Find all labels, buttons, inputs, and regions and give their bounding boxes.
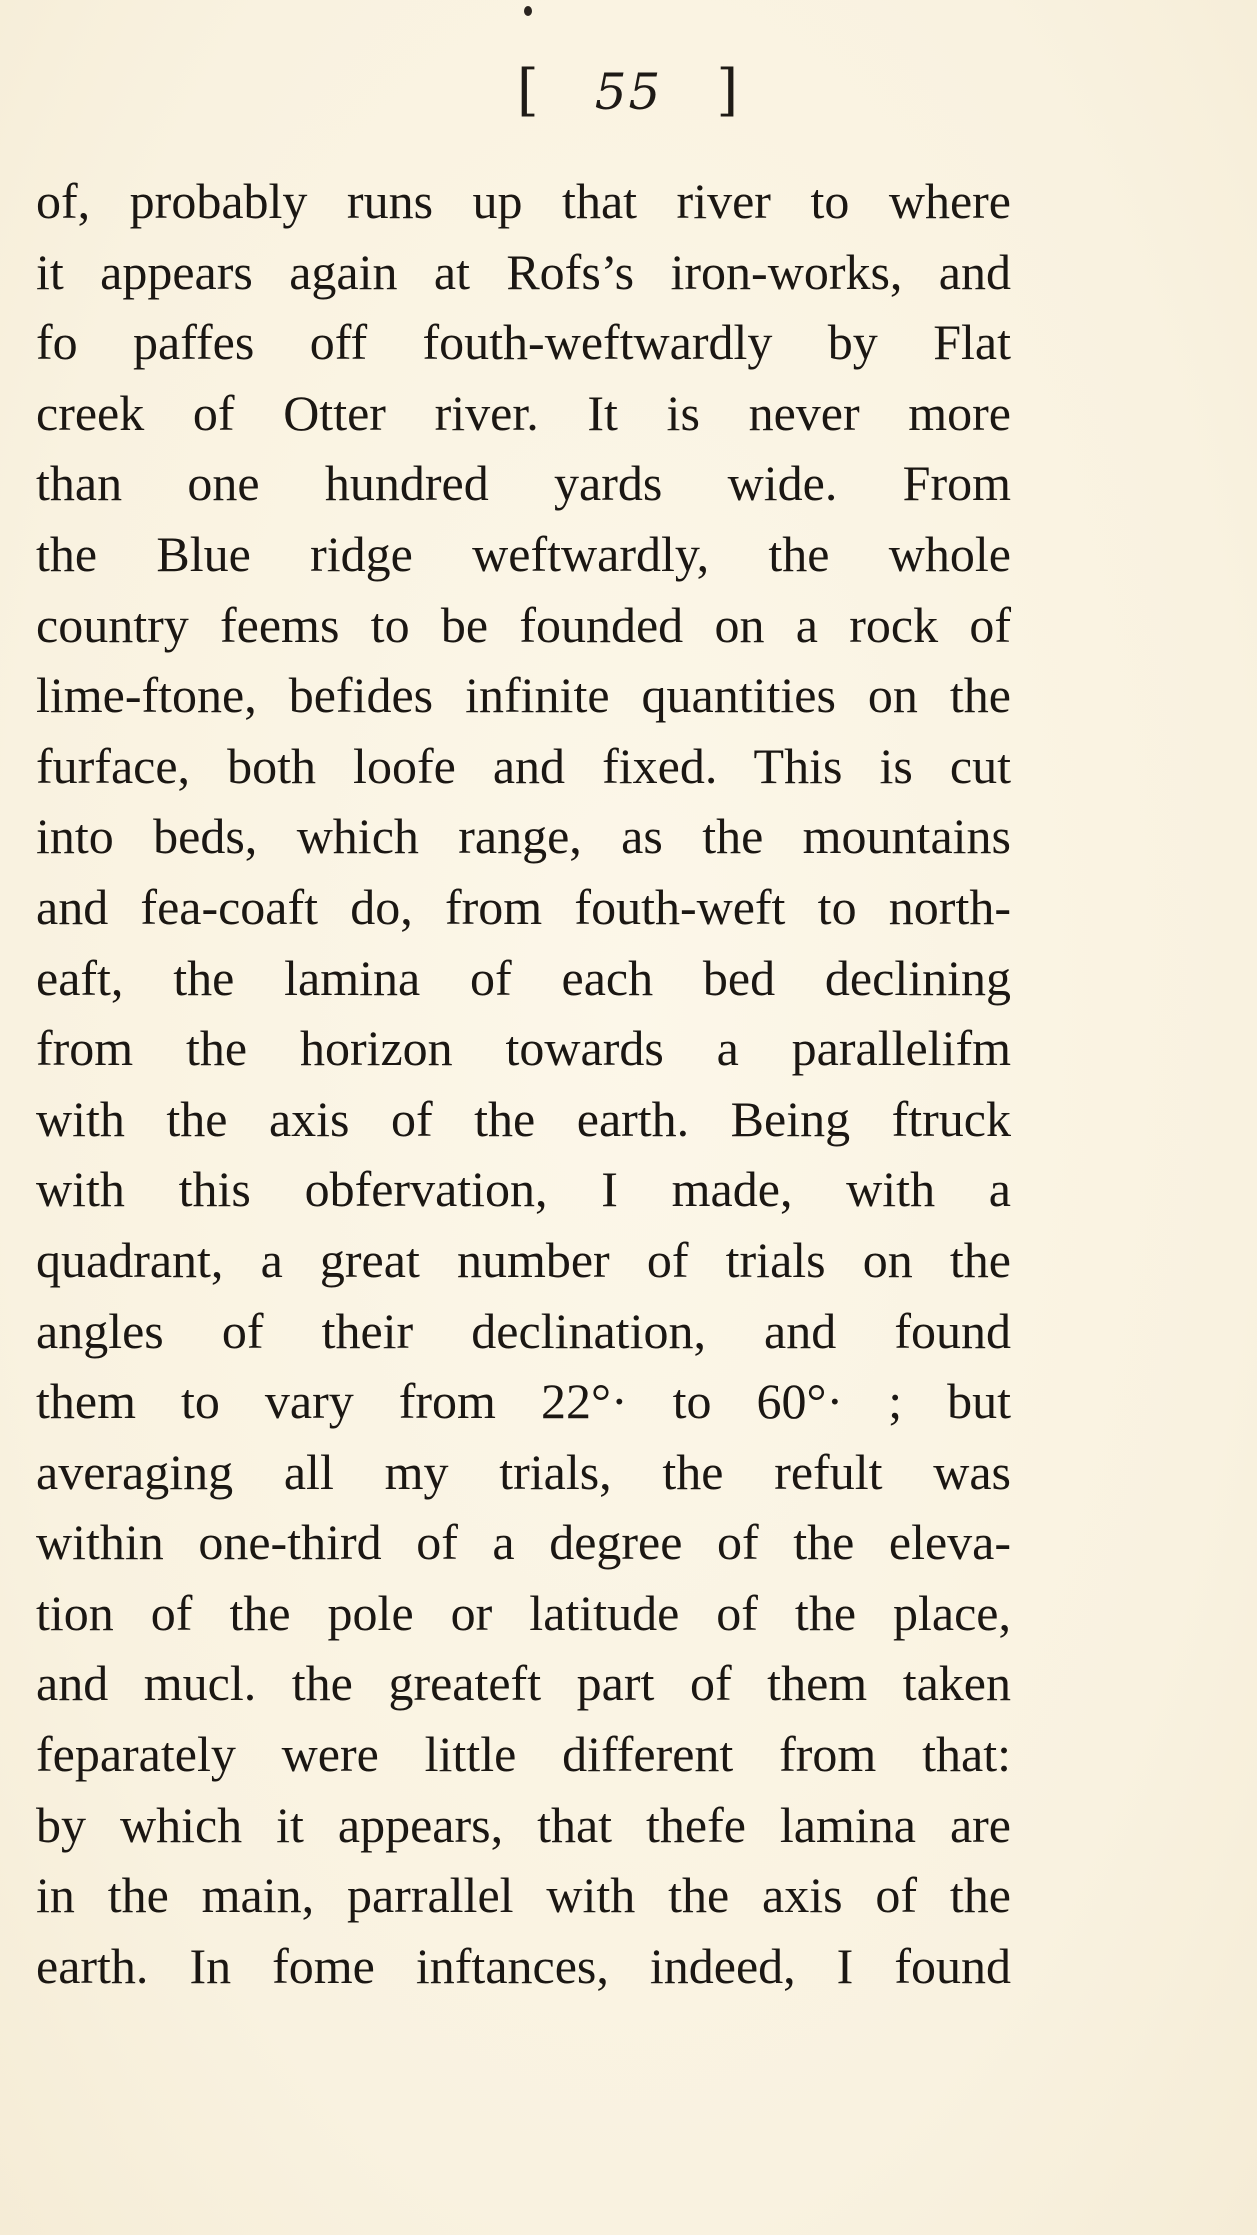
- text-line: lime-ftone, befides infinite quantities on the: [36, 667, 1011, 724]
- page-number: 55: [594, 63, 663, 121]
- text-line: furface, both loofe and fixed. This is cut: [36, 737, 1011, 794]
- text-line: within one-third of a degree of the eleva-: [36, 1514, 1011, 1571]
- text-line: eaft, the lamina of each bed declining: [36, 949, 1011, 1006]
- text-line: feparately were little different from that:: [36, 1726, 1011, 1783]
- text-line: with the axis of the earth. Being ftruck: [36, 1090, 1011, 1147]
- text-line: than one hundred yards wide. From: [36, 455, 1011, 512]
- text-line: angles of their declination, and found: [36, 1302, 1011, 1359]
- text-line: with this obfervation, I made, with a: [36, 1161, 1011, 1218]
- ink-speck: [524, 6, 532, 16]
- page-number-header: [0, 58, 1257, 123]
- header-bracket-close: ]: [716, 58, 741, 123]
- text-line: and mucl. the greateft part of them taken: [36, 1655, 1011, 1712]
- text-line: quadrant, a great number of trials on the: [36, 1231, 1011, 1288]
- text-line: them to vary from 22°· to 60°· ; but: [36, 1373, 1011, 1430]
- body-text: [36, 166, 1011, 2001]
- text-line: and fea-coaft do, from fouth-weft to north-: [36, 878, 1011, 935]
- text-line: earth. In fome inftances, indeed, I found: [36, 1937, 1011, 1994]
- text-line: from the horizon towards a parallelifm: [36, 1020, 1011, 1077]
- text-line: country feems to be founded on a rock of: [36, 596, 1011, 653]
- text-line: into beds, which range, as the mountains: [36, 808, 1011, 865]
- text-line: of, probably runs up that river to where: [36, 173, 1011, 229]
- text-line: by which it appears, that thefe lamina are: [36, 1796, 1011, 1853]
- text-line: fo paffes off fouth-weftwardly by Flat: [36, 314, 1011, 371]
- header-bracket-open: [: [516, 58, 541, 123]
- text-line: tion of the pole or latitude of the place,: [36, 1584, 1011, 1641]
- text-line: it appears again at Rofs’s iron-works, and: [36, 243, 1011, 300]
- text-line: averaging all my trials, the refult was: [36, 1443, 1011, 1500]
- text-line: the Blue ridge weftwardly, the whole: [36, 525, 1011, 582]
- text-line: creek of Otter river. It is never more: [36, 384, 1011, 441]
- text-line: in the main, parrallel with the axis of the: [36, 1867, 1011, 1924]
